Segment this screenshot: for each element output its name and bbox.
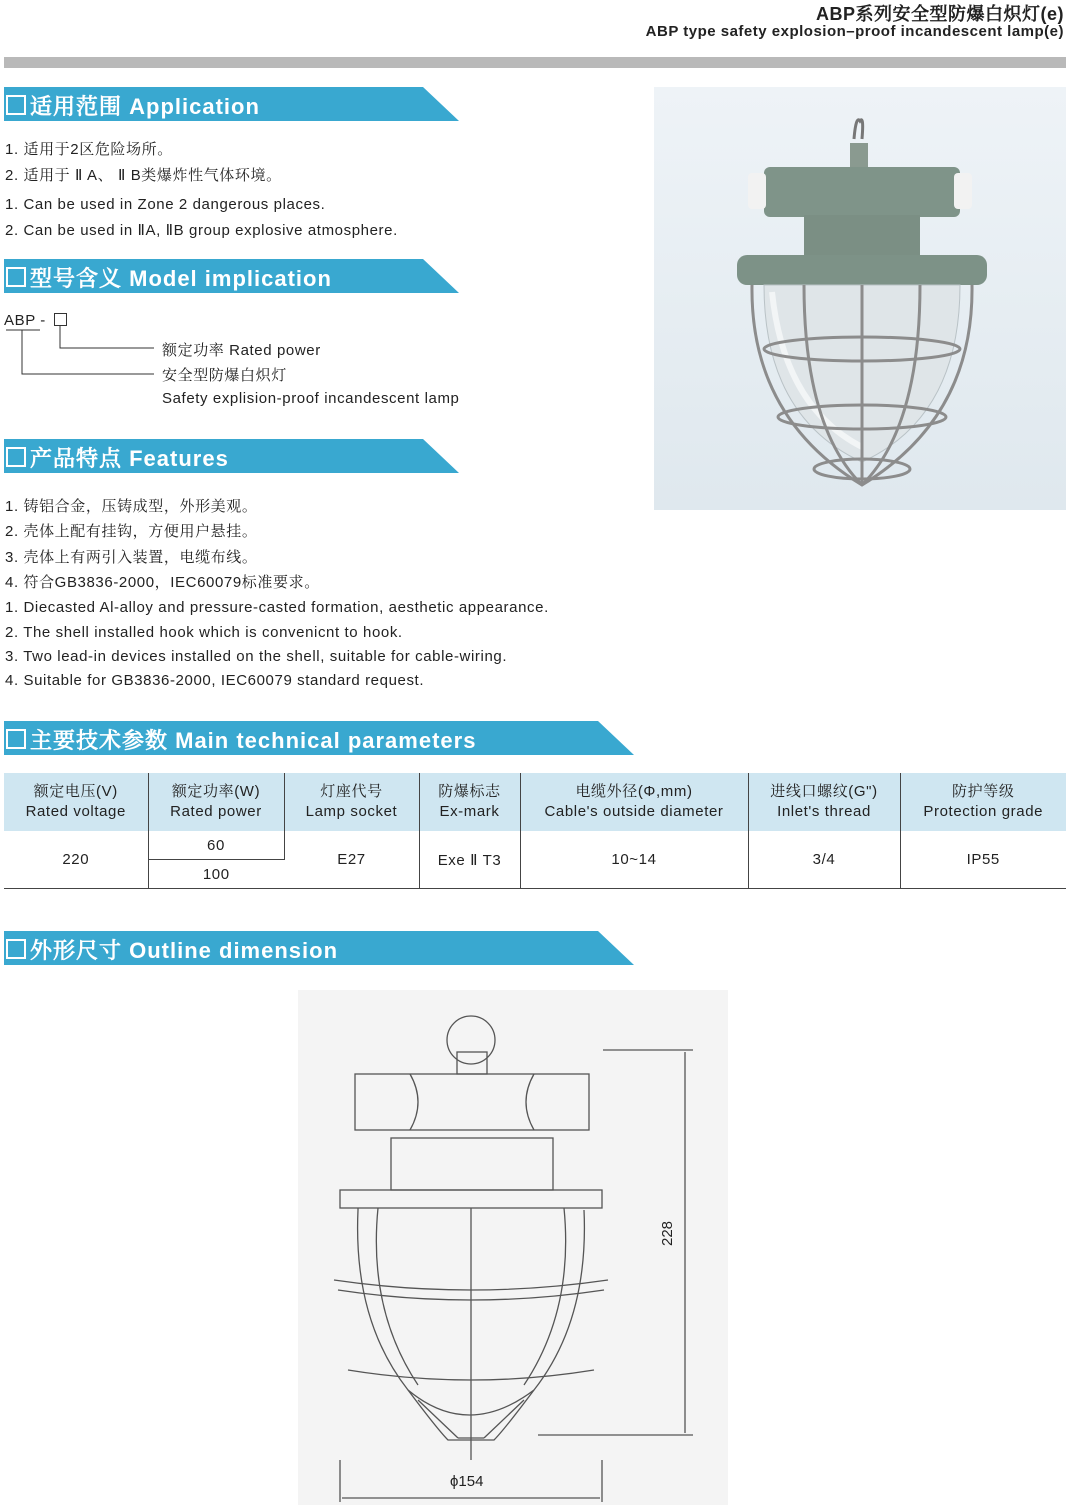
column-header: 额定功率(W) Rated power <box>148 773 284 831</box>
section-header-outline <box>4 931 634 965</box>
parameters-table <box>4 773 1066 889</box>
feature-line-en-2: 2. The shell installed hook which is convenicnt to hook. <box>5 624 403 641</box>
column-header: 防护等级 Protection grade <box>900 773 1066 831</box>
power-cell-2: 100 <box>148 860 284 889</box>
column-header: 防爆标志 Ex-mark <box>419 773 520 831</box>
checkbox-square-icon <box>6 447 26 467</box>
voltage-cell: 220 <box>4 831 148 889</box>
cable-cell: 10~14 <box>520 831 748 889</box>
power-placeholder-box <box>54 313 67 326</box>
application-line-cn-2: 2. 适用于 Ⅱ A、 Ⅱ B类爆炸性气体环境。 <box>5 167 282 184</box>
exmark-cell: Exe Ⅱ T3 <box>419 831 520 889</box>
column-header: 进线口螺纹(G") Inlet's thread <box>748 773 900 831</box>
width-dimension-label: ϕ154 <box>450 1473 484 1490</box>
model-diagram <box>4 306 524 416</box>
checkbox-square-icon <box>6 267 26 287</box>
feature-line-cn-2: 2. 壳体上配有挂钩，方便用户悬挂。 <box>5 523 258 540</box>
height-dimension-label: 228 <box>659 1220 677 1247</box>
feature-line-cn-1: 1. 铸铝合金，压铸成型，外形美观。 <box>5 498 258 515</box>
socket-cell: E27 <box>284 831 419 889</box>
feature-line-cn-3: 3. 壳体上有两引入装置，电缆布线。 <box>5 549 258 566</box>
power-cell-1: 60 <box>148 831 284 860</box>
section-header-application <box>4 87 459 121</box>
outline-drawing <box>298 990 728 1505</box>
section-header-parameters <box>4 721 634 755</box>
application-line-cn-1: 1. 适用于2区危险场所。 <box>5 141 173 158</box>
table-header-row <box>4 773 1066 831</box>
page-title-cn: ABP系列安全型防爆白炽灯(e) <box>815 4 1064 24</box>
section-header-model <box>4 259 459 293</box>
checkbox-square-icon <box>6 939 26 959</box>
feature-line-cn-4: 4. 符合GB3836-2000，IEC60079标准要求。 <box>5 574 320 591</box>
table-row <box>4 831 1066 860</box>
section-title: 产品特点 Features <box>30 446 229 471</box>
checkbox-square-icon <box>6 729 26 749</box>
header-divider <box>4 57 1066 68</box>
product-photo <box>654 87 1066 510</box>
feature-line-en-3: 3. Two lead-in devices installed on the shell, suitable for cable-wiring. <box>5 648 508 665</box>
column-header: 电缆外径(Φ,mm) Cable's outside diameter <box>520 773 748 831</box>
thread-cell: 3/4 <box>748 831 900 889</box>
section-title: 外形尺寸 Outline dimension <box>30 938 339 963</box>
model-code: ABP - <box>4 312 46 329</box>
page-title-en: ABP type safety explosion–proof incandescent lamp(e) <box>645 23 1064 40</box>
section-title: 型号含义 Model implication <box>30 266 332 291</box>
column-header: 灯座代号 Lamp socket <box>284 773 419 831</box>
section-title: 主要技术参数 Main technical parameters <box>30 728 477 753</box>
grade-cell: IP55 <box>900 831 1066 889</box>
application-line-en-1: 1. Can be used in Zone 2 dangerous places. <box>5 196 326 213</box>
application-line-en-2: 2. Can be used in ⅡA, ⅡB group explosive atmosphere. <box>5 222 398 239</box>
feature-line-en-1: 1. Diecasted Al-alloy and pressure-casted formation, aesthetic appearance. <box>5 599 549 616</box>
model-lamp-en: Safety explision-proof incandescent lamp <box>162 390 460 407</box>
model-lamp-cn: 安全型防爆白炽灯 <box>162 367 287 384</box>
section-header-features <box>4 439 459 473</box>
section-title: 适用范围 Application <box>30 94 260 119</box>
model-rated-power: 额定功率 Rated power <box>162 342 321 359</box>
feature-line-en-4: 4. Suitable for GB3836-2000, IEC60079 standard request. <box>5 672 425 689</box>
checkbox-square-icon <box>6 95 26 115</box>
column-header: 额定电压(V) Rated voltage <box>4 773 148 831</box>
